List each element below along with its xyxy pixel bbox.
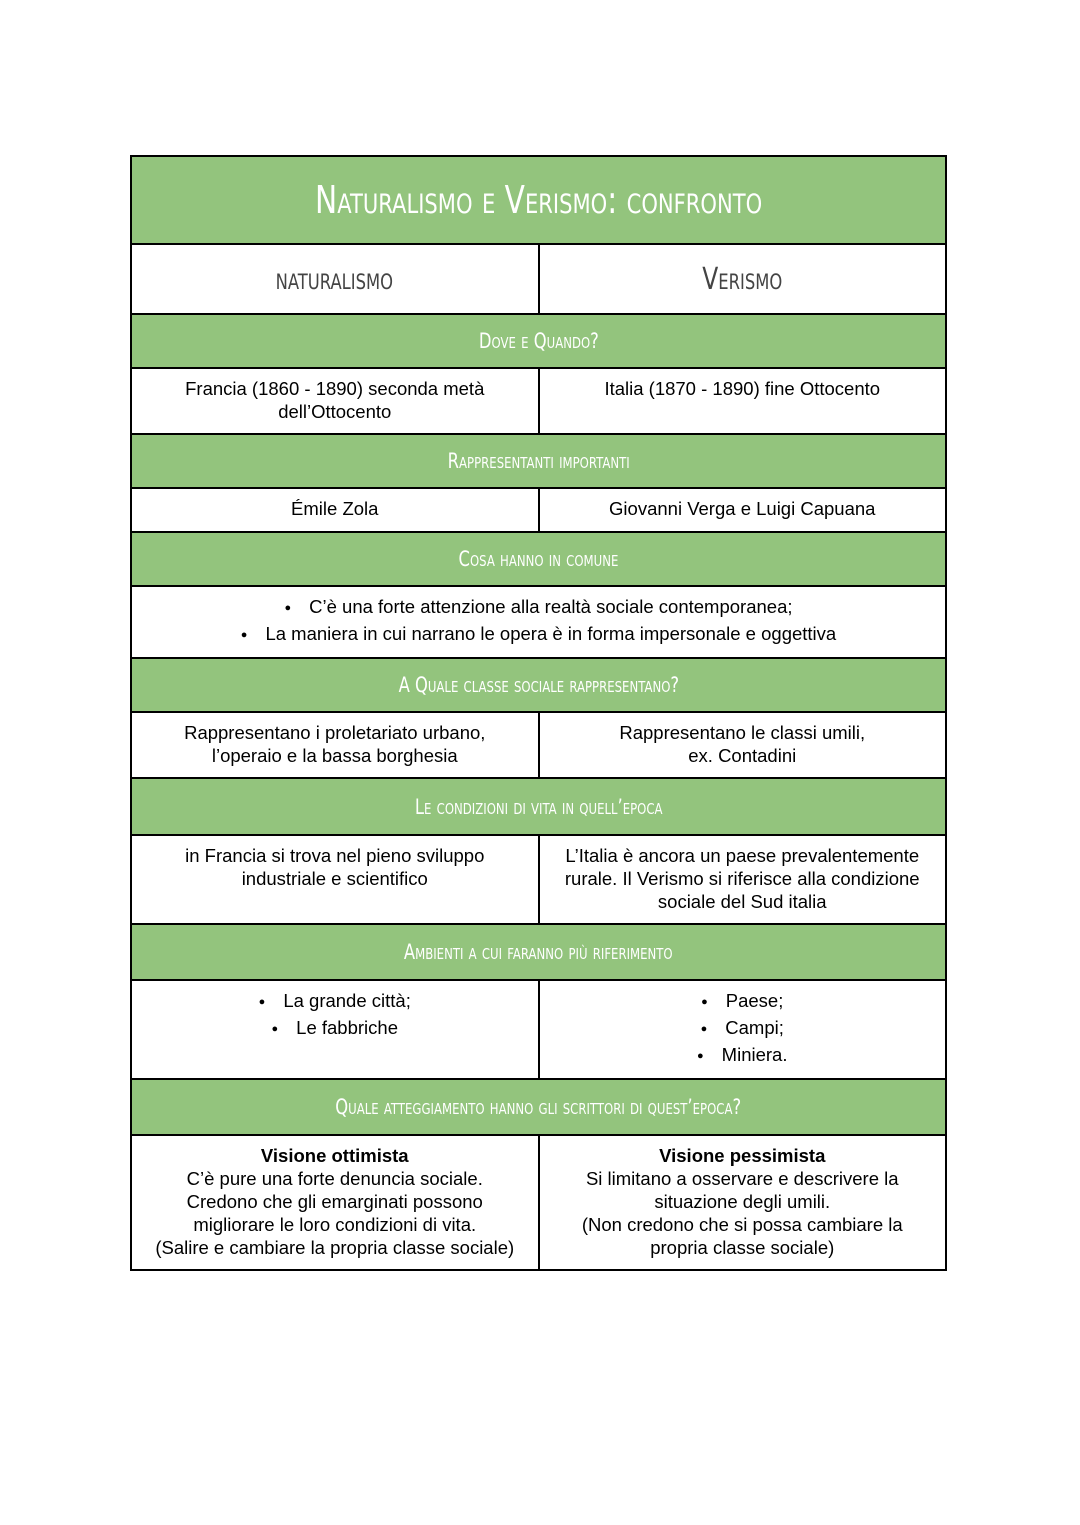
cell-rappresentanti-naturalismo: Émile Zola [131, 488, 539, 532]
cell-classe-naturalismo: Rappresentano i proletariato urbano, l’operaio e la bassa borghesia [131, 712, 539, 778]
list-item: ● Paese; [546, 989, 940, 1016]
cell-atteggiamento-verismo: Visione pessimista Si limitano a osservare e descrivere la situazione degli umili. (Non credono che si possa cambiare la propria classe sociale) [539, 1135, 947, 1270]
section-heading-ambienti: Ambienti a cui faranno più riferimento [131, 924, 946, 980]
ambienti-naturalismo-list [138, 989, 532, 1043]
section-heading-atteggiamento: Quale atteggiamento hanno gli scrittori di quest’epoca? [131, 1079, 946, 1135]
cell-in-comune [131, 586, 946, 658]
visione-ottimista-title: Visione ottimista [260, 1145, 409, 1166]
cell-condizioni-verismo: L’Italia è ancora un paese prevalentemente rurale. Il Verismo si riferisce alla condizione sociale del Sud italia [539, 835, 947, 924]
column-header-naturalismo: naturalismo [131, 244, 539, 314]
table-title [131, 156, 946, 244]
section-heading-in-comune: Cosa hanno in comune [131, 532, 946, 586]
list-item: ● C’è una forte attenzione alla realtà sociale contemporanea; [138, 595, 939, 622]
list-item: ● Le fabbriche [138, 1016, 532, 1043]
title-text: Naturalismo e Verismo: confronto [314, 178, 763, 222]
ambienti-verismo-list [546, 989, 940, 1070]
list-item: ● La grande città; [138, 989, 532, 1016]
cell-dove-naturalismo: Francia (1860 - 1890) seconda metà dell’Ottocento [131, 368, 539, 434]
list-item: ● Campi; [546, 1016, 940, 1043]
in-comune-list [138, 595, 939, 649]
cell-atteggiamento-naturalismo: Visione ottimista C’è pure una forte denuncia sociale. Credono che gli emarginati possono migliorare le loro condizioni di vita. (Salire e cambiare la propria classe sociale) [131, 1135, 539, 1270]
cell-classe-verismo: Rappresentano le classi umili, ex. Contadini [539, 712, 947, 778]
column-header-verismo: Verismo [539, 244, 947, 314]
section-heading-rappresentanti: Rappresentanti importanti [131, 434, 946, 488]
cell-dove-verismo: Italia (1870 - 1890) fine Ottocento [539, 368, 947, 434]
cell-ambienti-verismo [539, 980, 947, 1079]
section-heading-condizioni: Le condizioni di vita in quell’epoca [131, 778, 946, 835]
cell-condizioni-naturalismo: in Francia si trova nel pieno sviluppo industriale e scientifico [131, 835, 539, 924]
visione-pessimista-title: Visione pessimista [659, 1145, 826, 1166]
section-heading-dove-quando: Dove e Quando? [131, 314, 946, 368]
list-item: ● La maniera in cui narrano le opera è in forma impersonale e oggettiva [138, 622, 939, 649]
cell-ambienti-naturalismo [131, 980, 539, 1079]
cell-rappresentanti-verismo: Giovanni Verga e Luigi Capuana [539, 488, 947, 532]
section-heading-classe-sociale: A Quale classe sociale rappresentano? [131, 658, 946, 712]
list-item: ● Miniera. [546, 1043, 940, 1070]
comparison-table [130, 155, 947, 1271]
